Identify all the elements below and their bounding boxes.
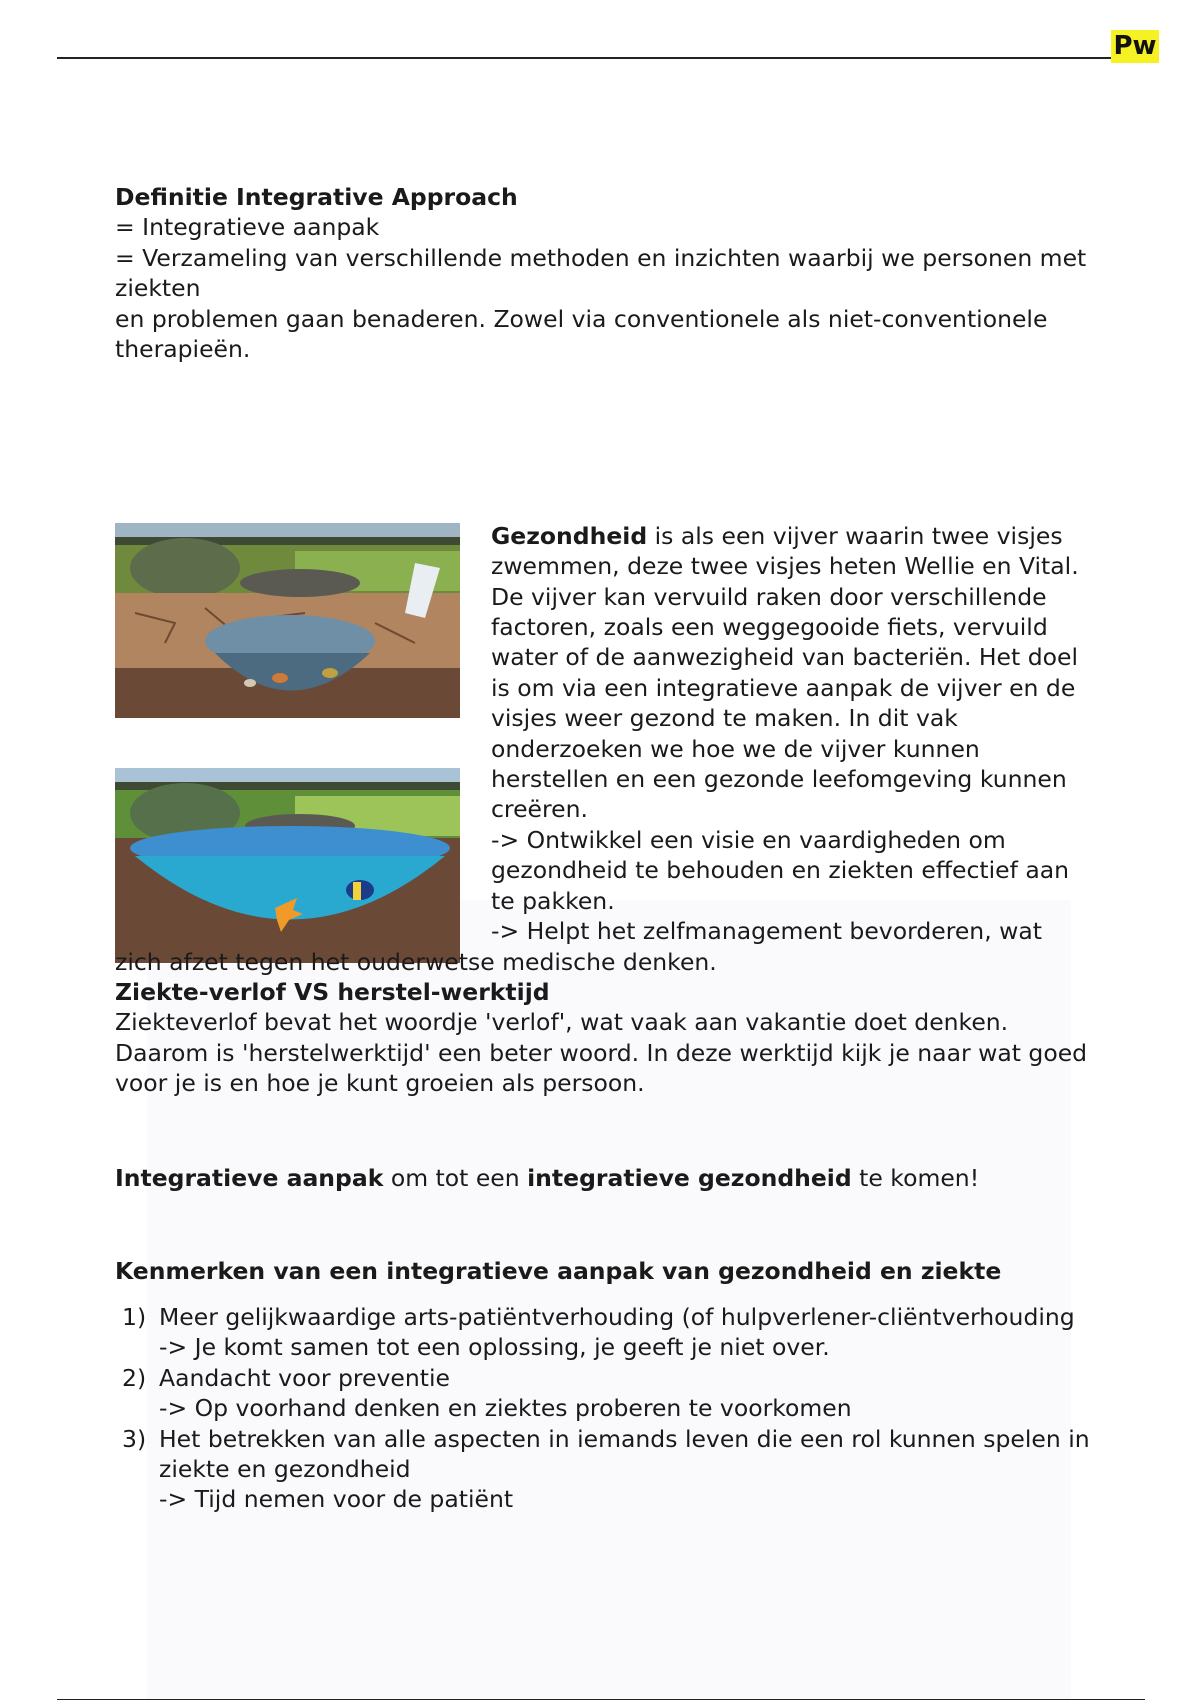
list-item-number: 3) xyxy=(122,1424,147,1453)
ziekteverlof-title: Ziekte-verlof VS herstel-werktijd xyxy=(115,978,550,1006)
integrative-statement xyxy=(115,1163,1095,1193)
list-item-text: Meer gelijkwaardige arts-patiëntverhouding (of hulpverlener-cliëntverhouding -> Je komt samen tot een oplossing, je geeft je niet over. xyxy=(159,1303,1075,1362)
kenmerken-title: Kenmerken van een integratieve aanpak van gezondheid en ziekte xyxy=(115,1257,1002,1285)
list-item xyxy=(122,1424,1102,1515)
ziekteverlof-section xyxy=(115,977,1095,1099)
list-item-text: Aandacht voor preventie -> Op voorhand denken en ziektes proberen te voorkomen xyxy=(159,1363,852,1423)
list-item-number: 2) xyxy=(122,1363,147,1392)
definition-section xyxy=(115,182,1095,364)
header-rule xyxy=(57,57,1145,59)
highlighted-badge: Pw xyxy=(1111,30,1159,63)
list-item xyxy=(122,1302,1102,1363)
statement-text-2: te komen! xyxy=(851,1164,980,1192)
pond-section xyxy=(115,460,1095,1007)
definition-title: Definitie Integrative Approach xyxy=(115,183,518,211)
pond-lead: Gezondheid xyxy=(491,521,648,550)
kenmerken-list xyxy=(122,1302,1102,1515)
list-item xyxy=(122,1363,1102,1424)
statement-bold-1: Integratieve aanpak xyxy=(115,1164,384,1192)
pond-body: is als een vijver waarin twee visjes zwemmen, deze twee visjes heten Wellie en Vital. De vijver kan vervuild raken door verschillende factoren, zoals een weggegooide fiets, vervuild water of de aanwezigheid van bacteriën. Het doel is om via een integratieve aanpak de vijver en de visjes weer gezond te maken. In dit vak onderzoeken we hoe we de vijver kunnen herstellen en een gezonde leefomgeving kunnen creëren. -> Ontwikkel een visie en vaardigheden om gezondheid te behouden en ziekten effectief aan te pakken. -> Helpt het zelfmanagement bevorderen, wat zich afzet tegen het ouderwetse medische denken. xyxy=(115,521,1079,976)
definition-text: = Integratieve aanpak = Verzameling van verschillende methoden en inzichten waarbij we personen met ziekten en problemen gaan benaderen. Zowel via conventionele als niet-conventionele therapieën. xyxy=(115,213,1087,364)
statement-text-1: om tot een xyxy=(383,1164,528,1192)
statement-bold-2: integratieve gezondheid xyxy=(527,1164,852,1192)
list-item-text: Het betrekken van alle aspecten in iemands leven die een rol kunnen spelen in ziekte en gezondheid -> Tijd nemen voor de patiënt xyxy=(159,1424,1090,1514)
list-item-number: 1) xyxy=(122,1303,147,1331)
ziekteverlof-body: Ziekteverlof bevat het woordje 'verlof', wat vaak aan vakantie doet denken. Daarom is 'herstelwerktijd' een beter woord. In deze werktijd kijk je naar wat goed voor je is en hoe je kunt groeien als persoon. xyxy=(115,1008,1088,1098)
